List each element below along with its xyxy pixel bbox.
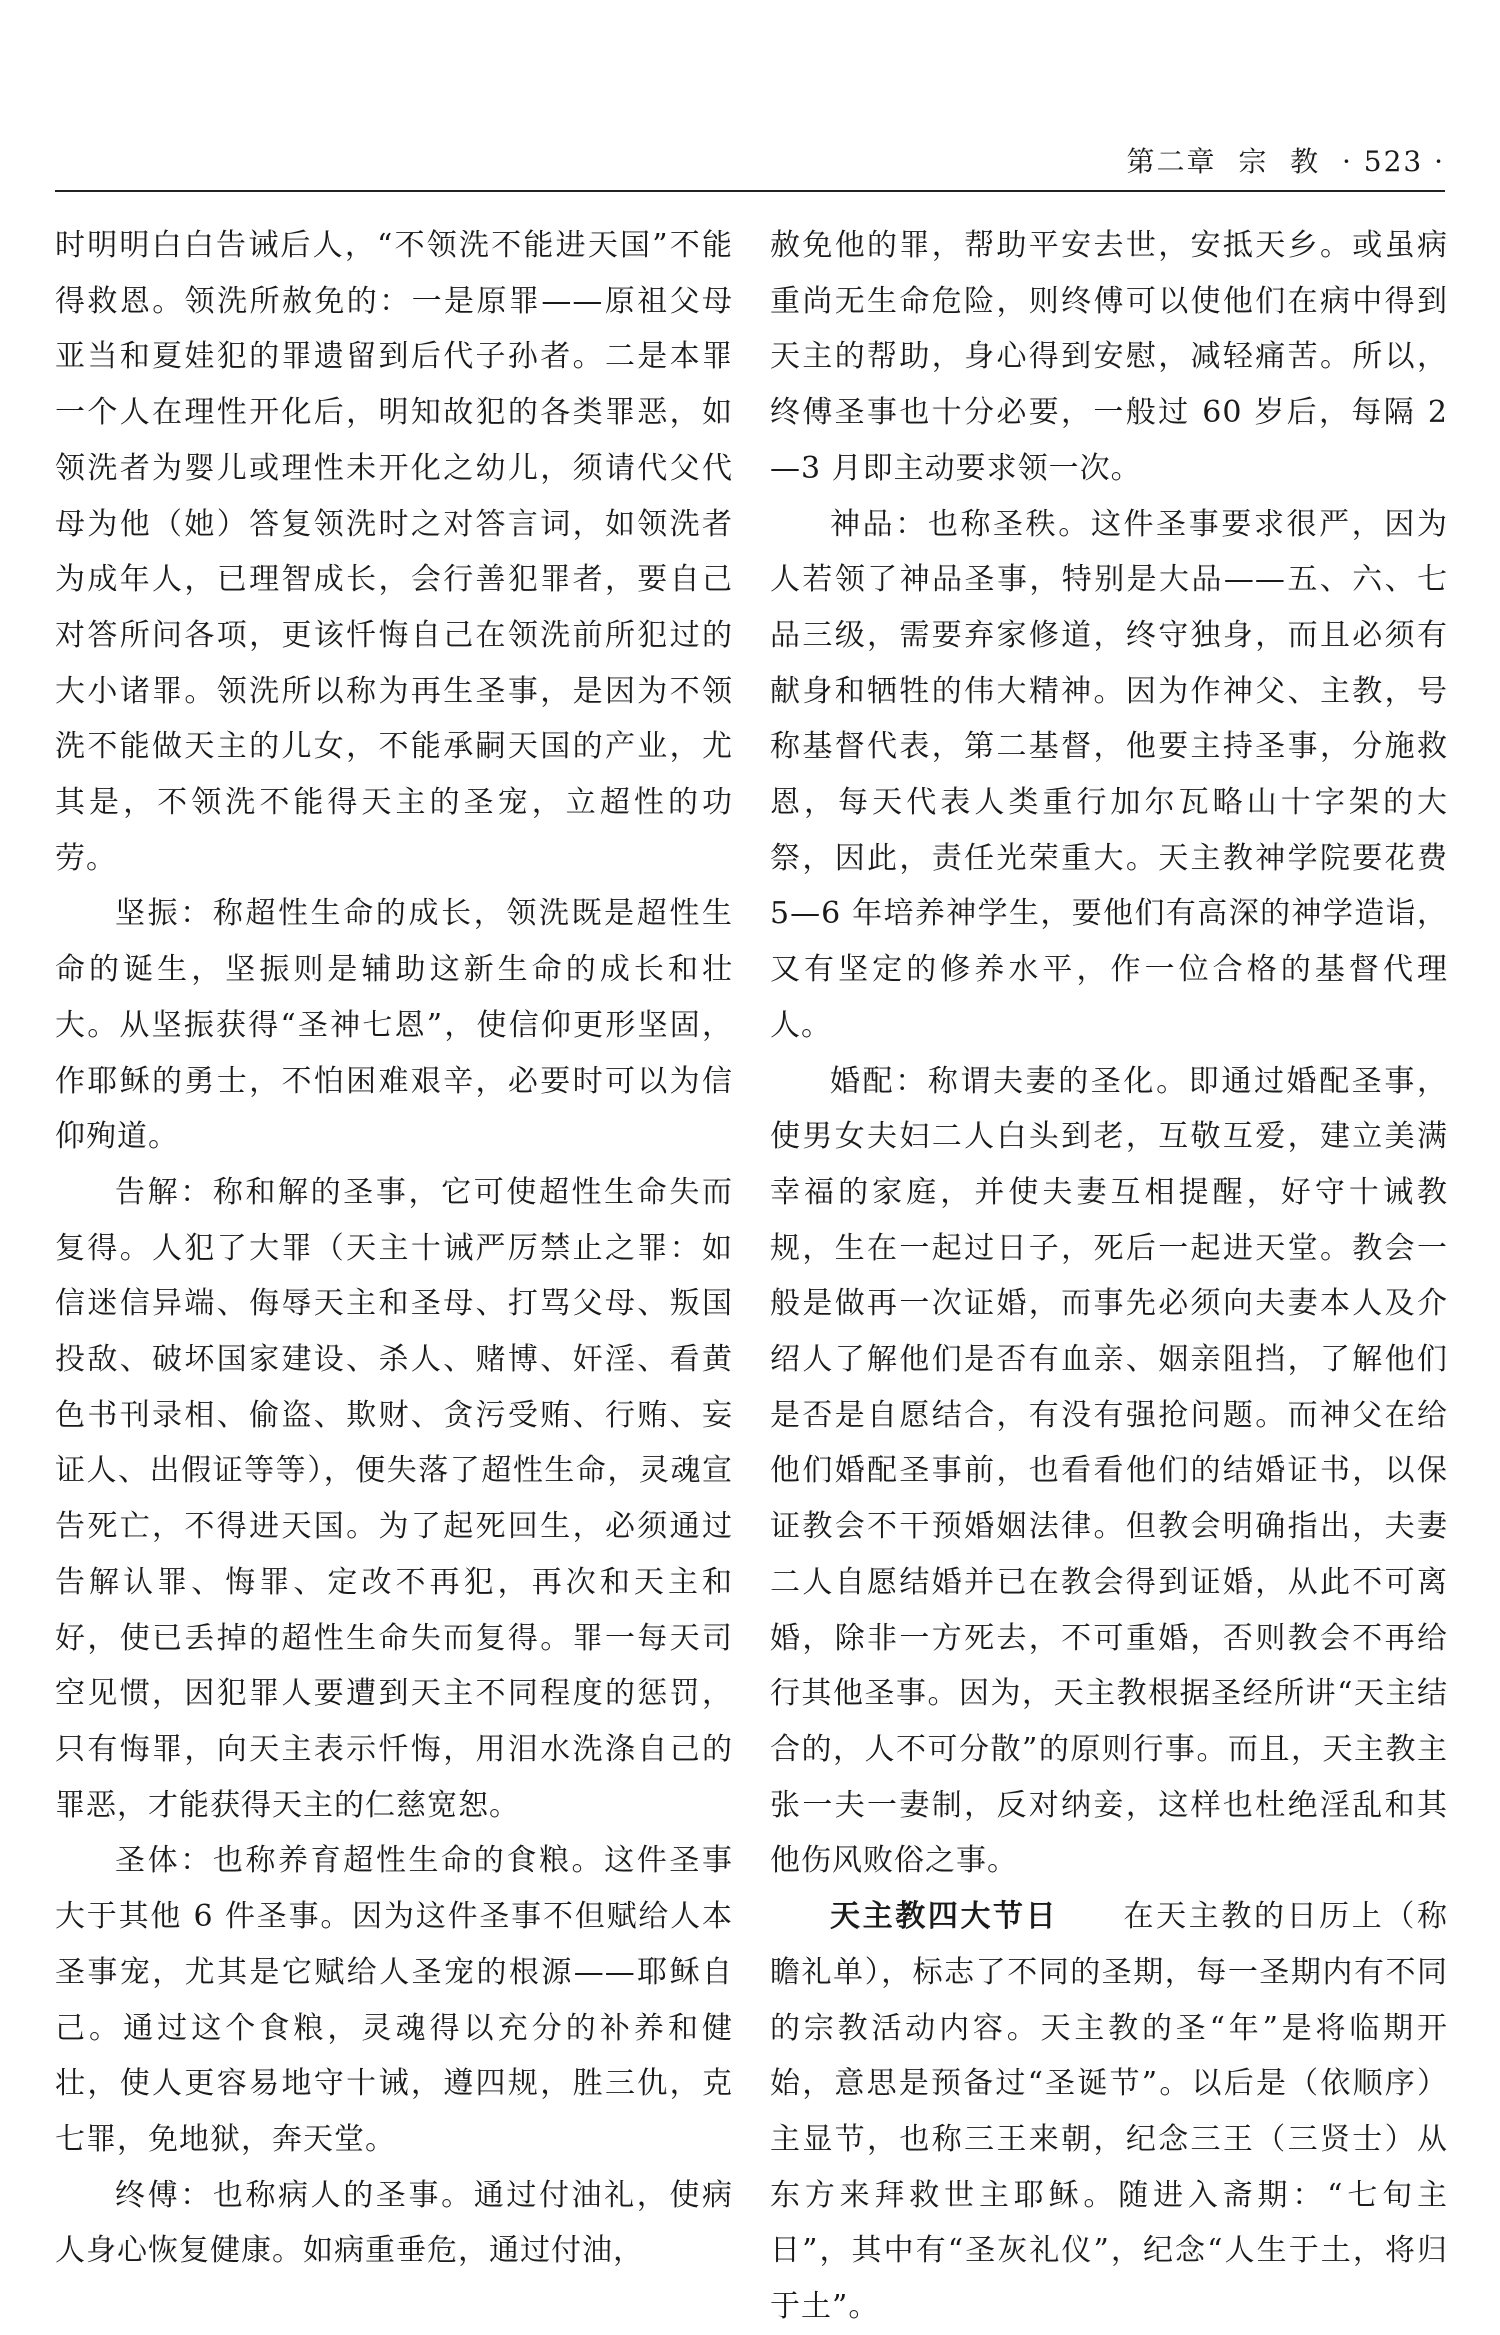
page-header <box>55 140 1445 190</box>
section-body: 在天主教的日历上（称瞻礼单），标志了不同的圣期，每一圣期内有不同的宗教活动内容。天主教的圣“年”是将临期开始，意思是预备过“圣诞节”。以后是（依顺序）主显节，也称三王来朝，纪念三王（三贤士）从东方来拜救世主耶稣。随进入斋期：“七旬主日”，其中有“圣灰礼仪”，纪念“人生于土，将归于土”。 <box>770 1899 1449 2325</box>
paragraph: 赦免他的罪，帮助平安去世，安抵天乡。或虽病重尚无生命危险，则终傅可以使他们在病中得到天主的帮助，身心得到安慰，减轻痛苦。所以，终傅圣事也十分必要，一般过 60 岁后，每隔 2—3 月即主动要求领一次。 <box>770 228 1448 486</box>
paragraph: 坚振：称超性生命的成长，领洗既是超性生命的诞生，坚振则是辅助这新生命的成长和壮大。从坚振获得“圣神七恩”，使信仰更形坚固，作耶稣的勇士，不怕困难艰辛，必要时可以为信仰殉道。 <box>55 896 733 1155</box>
left-column <box>55 218 733 2279</box>
section-paragraph <box>770 1889 1448 2335</box>
paragraph: 圣体：也称养育超性生命的食粮。这件圣事大于其他 6 件圣事。因为这件圣事不但赋给人本圣事宠，尤其是它赋给人圣宠的根源——耶稣自己。通过这个食粮，灵魂得以充分的补养和健壮，使人更容易地守十诫，遵四规，胜三仇，克七罪，免地狱，奔天堂。 <box>55 1843 733 2157</box>
paragraph: 神品：也称圣秩。这件圣事要求很严，因为人若领了神品圣事，特别是大品——五、六、七品三级，需要弃家修道，终守独身，而且必须有献身和牺牲的伟大精神。因为作神父、主教，号称基督代表，第二基督，他要主持圣事，分施救恩，每天代表人类重行加尔瓦略山十字架的大祭，因此，责任光荣重大。天主教神学院要花费 5—6 年培养神学生，要他们有高深的神学造诣，又有坚定的修养水平，作一位合格的基督代理人。 <box>770 506 1448 1043</box>
right-column <box>770 218 1448 2335</box>
paragraph: 时明明白白告诫后人，“不领洗不能进天国”不能得救恩。领洗所赦免的：一是原罪——原祖父母亚当和夏娃犯的罪遗留到后代子孙者。二是本罪一个人在理性开化后，明知故犯的各类罪恶，如领洗者为婴儿或理性未开化之幼儿，须请代父代母为他（她）答复领洗时之对答言词，如领洗者为成年人，已理智成长，会行善犯罪者，要自己对答所问各项，更该忏悔自己在领洗前所犯过的大小诸罪。领洗所以称为再生圣事，是因为不领洗不能做天主的儿女，不能承嗣天国的产业，尤其是，不领洗不能得天主的圣宠，立超性的功劳。 <box>55 228 733 876</box>
header-rule <box>55 190 1445 192</box>
running-header: 第二章 宗 教 · 523 · <box>1126 145 1445 178</box>
paragraph: 终傅：也称病人的圣事。通过付油礼，使病人身心恢复健康。如病重垂危，通过付油， <box>55 2177 733 2269</box>
paragraph: 婚配：称谓夫妻的圣化。即通过婚配圣事，使男女夫妇二人白头到老，互敬互爱，建立美满幸福的家庭，并使夫妻互相提醒，好守十诫教规，生在一起过日子，死后一起进天堂。教会一般是做再一次证婚，而事先必须向夫妻本人及介绍人了解他们是否有血亲、姻亲阻挡，了解他们是否是自愿结合，有没有强抢问题。而神父在给他们婚配圣事前，也看看他们的结婚证书，以保证教会不干预婚姻法律。但教会明确指出，夫妻二人自愿结婚并已在教会得到证婚，从此不可离婚，除非一方死去，不可重婚，否则教会不再给行其他圣事。因为，天主教根据圣经所讲“天主结合的，人不可分散”的原则行事。而且，天主教主张一夫一妻制，反对纳妾，这样也杜绝淫乱和其他伤风败俗之事。 <box>770 1063 1448 1879</box>
paragraph: 告解：称和解的圣事，它可使超性生命失而复得。人犯了大罪（天主十诫严厉禁止之罪：如信迷信异端、侮辱天主和圣母、打骂父母、叛国投敌、破坏国家建设、杀人、赌博、奸淫、看黄色书刊录相、偷盗、欺财、贪污受贿、行贿、妄证人、出假证等等），便失落了超性生命，灵魂宣告死亡，不得进天国。为了起死回生，必须通过告解认罪、悔罪、定改不再犯，再次和天主和好，使已丢掉的超性生命失而复得。罪一每天司空见惯，因犯罪人要遭到天主不同程度的惩罚，只有悔罪，向天主表示忏悔，用泪水洗涤自己的罪恶，才能获得天主的仁慈宽恕。 <box>55 1174 733 1823</box>
section-heading: 天主教四大节日 <box>830 1899 1059 1935</box>
